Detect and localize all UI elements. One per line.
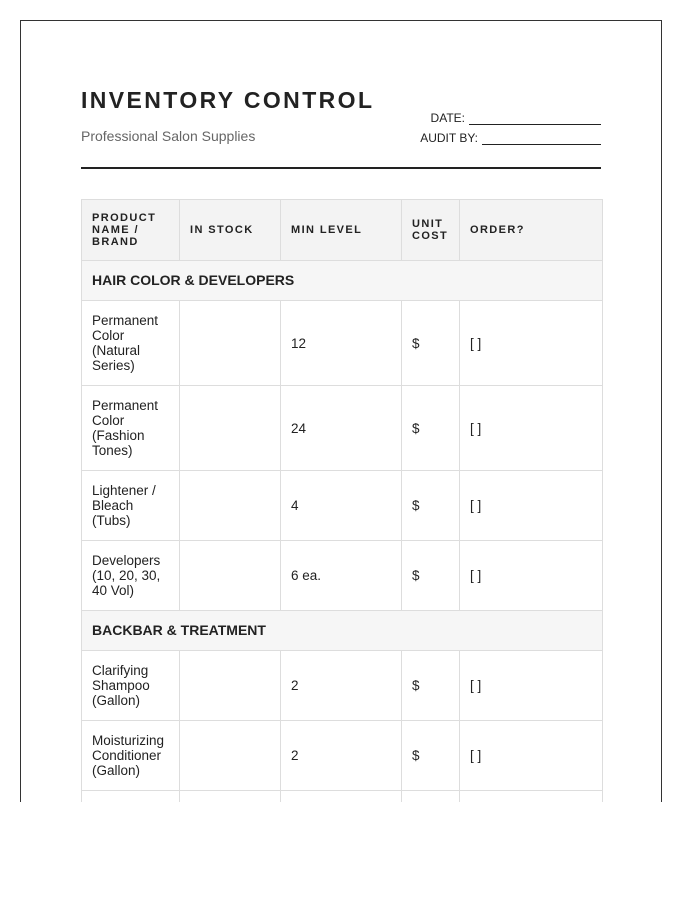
table-row [82,721,603,791]
inventory-table [81,199,603,802]
date-field [431,111,601,125]
column-header-order: ORDER? [460,200,603,261]
table-row [82,541,603,611]
date-blank-line[interactable] [469,112,601,125]
column-header-product: PRODUCT NAME / BRAND [82,200,180,261]
product-cell [82,791,180,803]
unit-cost-cell[interactable]: $ [402,541,460,611]
date-label: DATE: [430,111,465,125]
category-row [82,261,603,301]
unit-cost-cell[interactable]: $ [402,651,460,721]
audit-field [420,131,601,145]
audit-label: AUDIT BY: [420,131,478,145]
product-cell: Developers (10, 20, 30, 40 Vol) [82,541,180,611]
table-row [82,791,603,803]
min-level-cell: 2 [281,651,402,721]
in-stock-cell[interactable] [180,541,281,611]
order-checkbox-cell[interactable]: [ ] [460,386,603,471]
order-checkbox-cell[interactable]: [ ] [460,301,603,386]
min-level-cell: 24 [281,386,402,471]
min-level-cell: 6 ea. [281,541,402,611]
order-checkbox-cell[interactable]: [ ] [460,721,603,791]
category-label: BACKBAR & TREATMENT [82,611,603,651]
unit-cost-cell[interactable]: $ [402,301,460,386]
min-level-cell: 12 [281,301,402,386]
document-title: INVENTORY CONTROL [81,87,375,113]
product-cell: Clarifying Shampoo (Gallon) [82,651,180,721]
column-header-in-stock: IN STOCK [180,200,281,261]
in-stock-cell[interactable] [180,651,281,721]
order-checkbox-cell[interactable]: [ ] [460,651,603,721]
order-checkbox-cell[interactable]: [ ] [460,541,603,611]
table-row [82,386,603,471]
order-checkbox-cell[interactable]: [ ] [460,471,603,541]
document-page [20,20,662,802]
in-stock-cell[interactable] [180,386,281,471]
product-cell: Permanent Color (Fashion Tones) [82,386,180,471]
table-row [82,471,603,541]
product-cell: Permanent Color (Natural Series) [82,301,180,386]
order-checkbox-cell[interactable] [460,791,603,803]
min-level-cell: 4 [281,471,402,541]
table-row [82,301,603,386]
product-cell: Moisturizing Conditioner (Gallon) [82,721,180,791]
in-stock-cell[interactable] [180,471,281,541]
table-row [82,651,603,721]
in-stock-cell[interactable] [180,721,281,791]
unit-cost-cell[interactable]: $ [402,386,460,471]
min-level-cell: 2 [281,721,402,791]
document-subtitle: Professional Salon Supplies [81,128,256,144]
table-header-row [82,200,603,261]
unit-cost-cell[interactable]: $ [402,721,460,791]
category-label: HAIR COLOR & DEVELOPERS [82,261,603,301]
column-header-unit-cost: UNIT COST [402,200,460,261]
in-stock-cell[interactable] [180,301,281,386]
unit-cost-cell[interactable] [402,791,460,803]
column-header-min-level: MIN LEVEL [281,200,402,261]
min-level-cell [281,791,402,803]
header-divider [81,167,601,169]
audit-blank-line[interactable] [482,132,601,145]
category-row [82,611,603,651]
product-cell: Lightener / Bleach (Tubs) [82,471,180,541]
unit-cost-cell[interactable]: $ [402,471,460,541]
in-stock-cell[interactable] [180,791,281,803]
